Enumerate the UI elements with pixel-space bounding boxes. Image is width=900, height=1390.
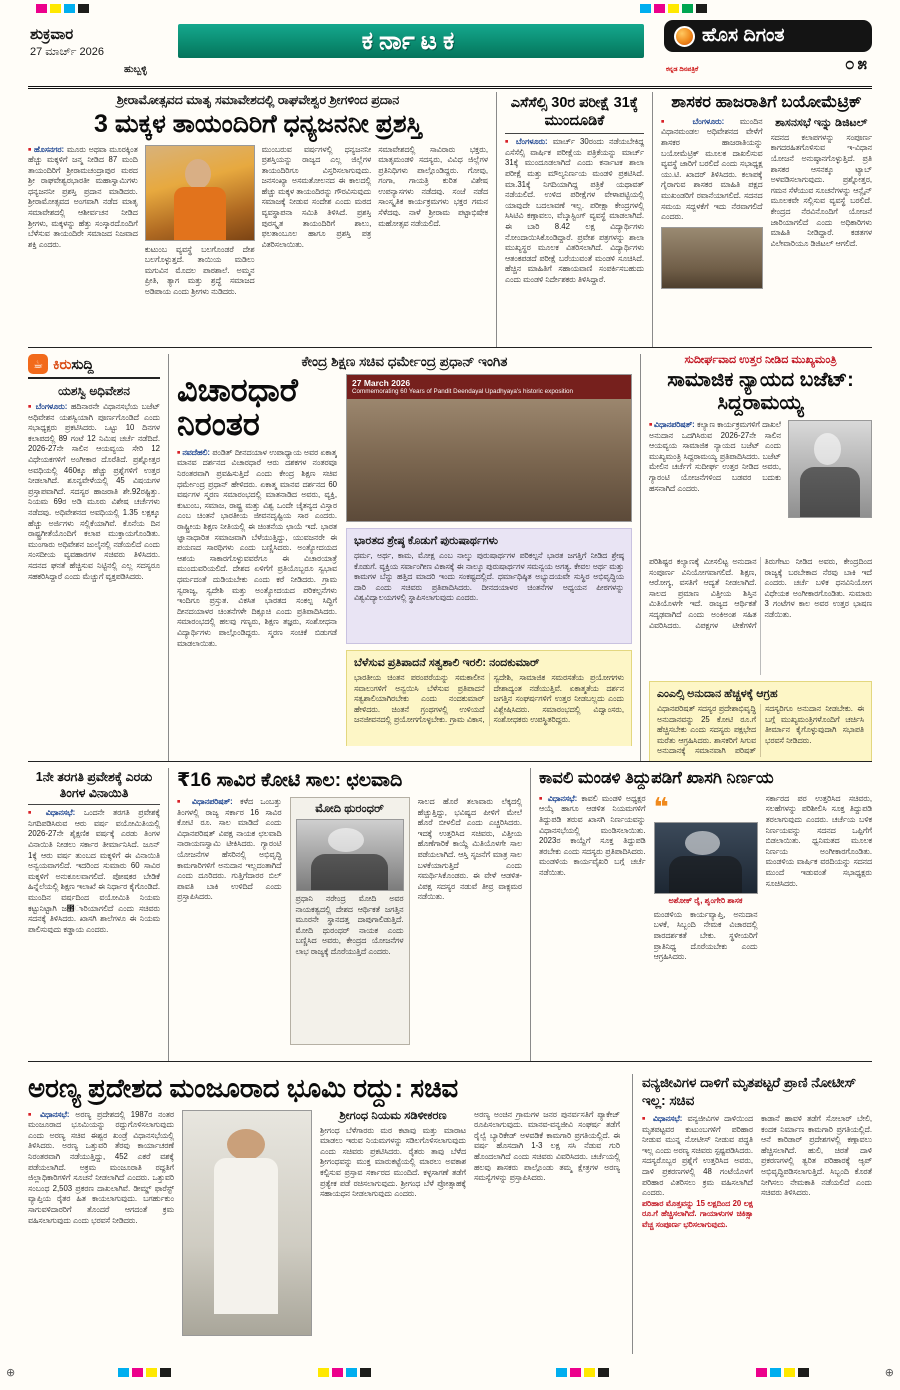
inset-box-body: ಪ್ರಧಾನಿ ನರೇಂದ್ರ ಮೋದಿ ಅವರ ನಾಯಕತ್ವದಲ್ಲಿ ದೇಶದ ಆರ್ಥಿಕತೆ ಜಗತ್ತಿನ ಮೂರನೇ ಸ್ಥಾನದತ್ತ ದಾಪುಗಾಲಿಡುತ್ತಿದೆ. ಮೋದಿ ಥುರಂಧರ್ ನಾಯಕ ಎಂದು ಬಣ್ಣಿಸಿದ ಅವರು, ಕೇಂದ್ರದ ಯೋಜನೆಗಳ ಲಾಭ ರಾಜ್ಯಕ್ಕೆ ದೊರೆಯುತ್ತಿದೆ ಎಂದರು. xyxy=(295,894,404,956)
media-column xyxy=(346,374,632,746)
print-registration-marks-bottom-4 xyxy=(756,1368,809,1377)
highlight-box-body: ವಿಧಾನಪರಿಷತ್ ಸದಸ್ಯರ ಪ್ರದೇಶಾಭಿವೃದ್ಧಿ ಅನುದಾನವನ್ನು 25 ಕೋಟಿ ರೂ.ಗೆ ಹೆಚ್ಚಿಸಬೇಕು ಎಂದು ಸದಸ್ಯರು ಪಕ್ಷಭೇದ ಮರೆತು ಆಗ್ರಹಿಸಿದರು. ಶಾಸಕರಿಗೆ ಸಿಗುವ ಅನುದಾನಕ್ಕೆ ಸಮಾನವಾಗಿ ಪರಿಷತ್ ಸದಸ್ಯರಿಗೂ ಅನುದಾನ ನೀಡಬೇಕು. ಈ ಬಗ್ಗೆ ಮುಖ್ಯಮಂತ್ರಿಗಳೊಂದಿಗೆ ಚರ್ಚಿಸಿ ತೀರ್ಮಾನ ಕೈಗೊಳ್ಳುವುದಾಗಿ ಸಭಾಪತಿ ಭರವಸೆ ನೀಡಿದರು. xyxy=(657,704,864,756)
body-text: ಸದನದ ಕಲಾಪಗಳನ್ನು ಸಂಪೂರ್ಣ ಕಾಗದರಹಿತಗೊಳಿಸುವ ಇ-ವಿಧಾನ ಯೋಜನೆ ಅನುಷ್ಠಾನಗೊಳ್ಳುತ್ತಿದೆ. ಪ್ರತಿ ಶಾಸಕರ ಆಸನಕ್ಕೂ ಟ್ಯಾಬ್ ಅಳವಡಿಸಲಾಗುವುದು. ಪ್ರಶ್ನೋತ್ತರ, ಗಮನ ಸೆಳೆಯುವ ಸೂಚನೆಗಳನ್ನು ಆನ್ಲೈನ್ ಮೂಲಕವೇ ಸಲ್ಲಿಸುವ ವ್ಯವಸ್ಥೆ ಬರಲಿದೆ. ಕೇಂದ್ರದ ನೆರವಿನೊಂದಿಗೆ ಯೋಜನೆ ಜಾರಿಯಾಗಲಿದೆ ಎಂದು ಅಧಿಕಾರಿಗಳು ಮಾಹಿತಿ ನೀಡಿದ್ದಾರೆ. ಕಡತಗಳ ವಿಲೇವಾರಿಯೂ ಡಿಜಿಟಲ್ ಆಗಲಿದೆ. xyxy=(770,132,872,248)
edition-city-label: ಹುಬ್ಬಳ್ಳಿ xyxy=(124,64,147,75)
print-registration-marks-bottom-3 xyxy=(556,1368,609,1377)
highlight-box-title: ಬೆಳೆಸುವ ಪ್ರತಿಪಾದನೆ ಸತ್ವಶಾಲಿ ಇರಲಿ: ನಂದಕುಮಾರ್ xyxy=(354,657,540,669)
inset-box-title: ಮೋದಿ ಥುರಂಧರ್ xyxy=(315,803,384,815)
print-registration-marks-bottom-1 xyxy=(118,1368,171,1377)
dateline: ■ ವಿಧಾನಸಭೆ: xyxy=(642,1114,682,1123)
body-column xyxy=(262,145,372,327)
article-body-columns xyxy=(539,794,872,1042)
print-registration-marks-top-left xyxy=(36,4,89,13)
photo-deendayal-event xyxy=(346,374,632,522)
top-stories-row xyxy=(28,92,872,348)
article-headline: 1ನೇ ತರಗತಿ ಪ್ರವೇಶಕ್ಕೆ ಎರಡು ತಿಂಗಳ ವಿನಾಯಿತಿ xyxy=(35,770,153,800)
article-16k-crore-loan xyxy=(168,768,530,1061)
inset-box-modi xyxy=(290,797,410,1045)
photo-chalavadi xyxy=(296,819,404,891)
body-column xyxy=(378,145,488,327)
article-headline: ₹16 ಸಾವಿರ ಕೋಟಿ ಸಾಲ: ಛಲವಾದಿ xyxy=(177,770,403,791)
article-vicharadhare xyxy=(168,354,640,761)
body-text: ಅರಣ್ಯ ಪ್ರದೇಶದಲ್ಲಿ 1987ರ ನಂತರ ಮಂಜೂರಾದ ಭೂಮಿಯನ್ನು ರದ್ದುಗೊಳಿಸಲಾಗುವುದು ಎಂದು ಅರಣ್ಯ ಸಚಿವ ಈಶ್ವರ ಖಂಡ್ರೆ ವಿಧಾನಸಭೆಯಲ್ಲಿ ತಿಳಿಸಿದರು. ಅರಣ್ಯ ಒತ್ತುವರಿ ತೆರವು ಕಾರ್ಯಾಚರಣೆ ನಿರಂತರವಾಗಿ ನಡೆಯುತ್ತಿದ್ದು, 452 ಎಕರೆ ವಶಕ್ಕೆ ಪಡೆಯಲಾಗಿದೆ. ಅಕ್ರಮ ಮಂಜೂರಾತಿ ರದ್ದತಿಗೆ ಜಿಲ್ಲಾಧಿಕಾರಿಗಳಿಗೆ ಸೂಚನೆ ನೀಡಲಾಗಿದೆ ಎಂದರು. ಒತ್ತುವರಿ ಸಂಬಂಧ 2,503 ಪ್ರಕರಣ ದಾಖಲಾಗಿವೆ. ಡೀಮ್ಡ್ ಫಾರೆಸ್ಟ್ ವ್ಯಾಪ್ತಿಯ ರೈತರ ಹಿತ ಕಾಯಲಾಗುವುದು. ಬಗರ್ಹುಕುಂ ಸಾಗುವಳಿದಾರರಿಗೆ ತೊಂದರೆ ಆಗದಂತೆ ಕ್ರಮ ವಹಿಸಲಾಗುವುದು ಎಂದು ಭರವಸೆ ನೀಡಿದರು. xyxy=(28,1109,174,1225)
photo-mla-portrait xyxy=(654,822,758,894)
divider xyxy=(505,133,644,134)
body-text: ಮುಂದಿನ ವಿಧಾನಮಂಡಲ ಅಧಿವೇಶನದ ವೇಳೆಗೆ ಶಾಸಕರ ಹಾಜರಾತಿಯನ್ನು ಬಯೋಮೆಟ್ರಿಕ್ ಮೂಲಕ ದಾಖಲಿಸುವ ವ್ಯವಸ್ಥೆ ಜಾರಿಗೆ ಬರಲಿದೆ ಎಂದು ಸಭಾಧ್ಯಕ್ಷ ಯು.ಟಿ. ಖಾದರ್ ತಿಳಿಸಿದರು. ಕಲಾಪಕ್ಕೆ ಗೈರಾಗುವ ಶಾಸಕರ ಮಾಹಿತಿ ಪಕ್ಷದ ಮುಖಂಡರಿಗೆ ರವಾನೆಯಾಗಲಿದೆ. ಸದನದ ಸಮಯ ಸದ್ಬಳಕೆಗೆ ಇದು ನೆರವಾಗಲಿದೆ ಎಂದರು. xyxy=(661,116,763,222)
highlight-box-title: ಎಂಎಲ್ಸಿ ಅನುದಾನ ಹೆಚ್ಚಳಕ್ಕೆ ಆಗ್ರಹ xyxy=(657,688,778,700)
dateline: ■ ಬೆಂಗಳೂರು: xyxy=(28,402,67,411)
dateline: ■ ನವದೆಹಲಿ: xyxy=(177,448,210,457)
body-column xyxy=(642,1114,753,1352)
photo-forest-minister xyxy=(182,1110,312,1336)
article-forest-land-cancellation xyxy=(28,1074,620,1348)
body-column xyxy=(761,1114,872,1352)
article-body-columns xyxy=(177,374,632,746)
article-biometric-attendance xyxy=(652,92,872,347)
body-text: ಮುಂಬರುವ ವರ್ಷಗಳಲ್ಲಿ ಧನ್ಯಜನನೀ ಪ್ರಶಸ್ತಿಯನ್ನು ರಾಜ್ಯದ ಎಲ್ಲ ಜಿಲ್ಲೆಗಳ ತಾಯಂದಿರಿಗೂ ವಿಸ್ತರಿಸಲಾಗುವುದು. ಜನಸಂಖ್ಯಾ ಅಸಮತೋಲನದ ಈ ಕಾಲದಲ್ಲಿ ಹೆಚ್ಚು ಮಕ್ಕಳ ತಾಯಂದಿರನ್ನು ಗೌರವಿಸುವುದು ಸಮಾಜಕ್ಕೆ ನೀಡುವ ಸಂದೇಶ ಎಂದು ಮಠದ ವ್ಯವಸ್ಥಾಪನಾ ಸಮಿತಿ ತಿಳಿಸಿದೆ. ಪ್ರಶಸ್ತಿ ಪುರಸ್ಕೃತ ತಾಯಂದಿರಿಗೆ ಶಾಲು, ಫಲತಾಂಬೂಲ ಹಾಗೂ ಪ್ರಶಸ್ತಿ ಪತ್ರ ವಿತರಿಸಲಾಯಿತು. xyxy=(261,144,372,249)
date-label: 27 ಮಾರ್ಚ್ 2026 xyxy=(30,46,104,58)
article-class1-admission xyxy=(28,768,168,1061)
body-text: ಸಮಾವೇಶದಲ್ಲಿ ಸಾವಿರಾರು ಭಕ್ತರು, ಮಾತೃಮಂಡಳಿ ಸದಸ್ಯರು, ವಿವಿಧ ಜಿಲ್ಲೆಗಳ ಪ್ರತಿನಿಧಿಗಳು ಪಾಲ್ಗೊಂಡಿದ್ದರು. ಗೋವು, ಗಂಗಾ, ಗಾಯತ್ರಿ ಕುರಿತ ವಿಶೇಷ ಉಪನ್ಯಾಸಗಳು ನಡೆದವು. ಸಂಜೆ ನಡೆದ ಸಾಂಸ್ಕೃತಿಕ ಕಾರ್ಯಕ್ರಮಗಳು ಭಕ್ತರ ಗಮನ ಸೆಳೆದವು. ನಾಳೆ ಶ್ರೀರಾಮ ಪಟ್ಟಾಭಿಷೇಕ ಮಹೋತ್ಸವ ನಡೆಯಲಿದೆ. xyxy=(378,144,488,228)
paper-name: ಹೊಸ ದಿಗಂತ xyxy=(702,25,785,46)
brief-news-header xyxy=(28,354,160,379)
body-text: ಪರಿಶಿಷ್ಟರ ಕಲ್ಯಾಣಕ್ಕೆ ಮೀಸಲಿಟ್ಟ ಅನುದಾನ ಸಂಪೂರ್ಣ ವಿನಿಯೋಗವಾಗಲಿದೆ. ಶಿಕ್ಷಣ, ಆರೋಗ್ಯ, ವಸತಿಗೆ ಆದ್ಯತೆ ನೀಡಲಾಗಿದೆ. ಸಾಲದ ಪ್ರಮಾಣ ವಿತ್ತೀಯ ಶಿಸ್ತಿನ ಮಿತಿಯೊಳಗೇ ಇದೆ. ರಾಜ್ಯದ ಆರ್ಥಿಕತೆ ಸದೃಢವಾಗಿದೆ ಎಂದು ಅಂಕಿಅಂಶ ಸಹಿತ ವಿವರಿಸಿದರು. ವಿಪಕ್ಷಗಳ ಟೀಕೆಗಳಿಗೆ ತಿರುಗೇಟು ನೀಡಿದ ಅವರು, ಕೇಂದ್ರದಿಂದ ರಾಜ್ಯಕ್ಕೆ ಬರಬೇಕಾದ ನೆರವು ಬಾಕಿ ಇದೆ ಎಂದರು. ಚರ್ಚೆ ಬಳಿಕ ಧನವಿನಿಯೋಗ ವಿಧೇಯಕ ಅಂಗೀಕಾರಗೊಂಡಿತು. ಸುಮಾರು 3 ಗಂಟೆಗಳ ಕಾಲ ಅವರ ಉತ್ತರ ಭಾಷಣ ನಡೆಯಿತು. xyxy=(649,557,872,630)
body-column xyxy=(474,1110,620,1348)
body-text: ಅರಣ್ಯ ಅಂಚಿನ ಗ್ರಾಮಗಳ ಜನರ ಪುನರ್ವಸತಿಗೆ ಪ್ಯಾಕೇಜ್ ರೂಪಿಸಲಾಗುವುದು. ಮಾನವ-ವನ್ಯಜೀವಿ ಸಂಘರ್ಷ ತಡೆಗೆ ರೈಲ್ವೆ ಬ್ಯಾರಿಕೇಡ್ ಅಳವಡಿಕೆ ಕಾಮಗಾರಿ ಪ್ರಗತಿಯಲ್ಲಿದೆ. ಈ ವರ್ಷ ಹೊಸದಾಗಿ 1-3 ಲಕ್ಷ ಸಸಿ ನೆಡುವ ಗುರಿ ಹೊಂದಲಾಗಿದೆ ಎಂದು ಸಚಿವರು ವಿವರಿಸಿದರು. ಚರ್ಚೆಯಲ್ಲಿ ಹಲವು ಶಾಸಕರು ಪಾಲ್ಗೊಂಡು ತಮ್ಮ ಕ್ಷೇತ್ರಗಳ ಅರಣ್ಯ ಸಮಸ್ಯೆಗಳನ್ನು ಪ್ರಸ್ತಾಪಿಸಿದರು. xyxy=(474,1109,620,1183)
photo-siddaramaiah xyxy=(788,420,872,518)
body-column xyxy=(177,374,337,746)
article-body-columns xyxy=(661,117,872,327)
highlight-box-body: ಧರ್ಮ, ಅರ್ಥ, ಕಾಮ, ಮೋಕ್ಷ ಎಂಬ ನಾಲ್ಕು ಪುರುಷಾರ್ಥಗಳ ಪರಿಕಲ್ಪನೆ ಭಾರತ ಜಗತ್ತಿಗೆ ನೀಡಿದ ಶ್ರೇಷ್ಠ ಕೊಡುಗೆ. ವ್ಯಕ್ತಿಯ ಸರ್ವಾಂಗೀಣ ವಿಕಾಸಕ್ಕೆ ಈ ನಾಲ್ಕೂ ಪುರುಷಾರ್ಥಗಳ ಸಮನ್ವಯ ಅಗತ್ಯ. ಕೇವಲ ಅರ್ಥ ಮತ್ತು ಕಾಮಗಳ ಬೆನ್ನು ಹತ್ತಿದ ಮಾದರಿ ಇಂದು ಸಂಕಷ್ಟದಲ್ಲಿದೆ. ಧರ್ಮಾಧಿಷ್ಠಿತ ಅಭ್ಯುದಯವೇ ಸುಸ್ಥಿರ ಅಭಿವೃದ್ಧಿಯ ದಾರಿ ಎಂದು ಸಚಿವರು ಪ್ರತಿಪಾದಿಸಿದರು. ದೀನದಯಾಳರ ಚಿಂತನೆಗಳ ಅಧ್ಯಯನ ಪೀಠಗಳನ್ನು ವಿಶ್ವವಿದ್ಯಾಲಯಗಳಲ್ಲಿ ಸ್ಥಾಪಿಸಲಾಗುವುದು ಎಂದರು. xyxy=(354,551,624,603)
body-text: ಒಂದನೇ ತರಗತಿ ಪ್ರವೇಶಕ್ಕೆ ನಿಗದಿಪಡಿಸಿರುವ ಆರು ವರ್ಷ ವಯೋಮಿತಿಯಲ್ಲಿ 2026-27ನೇ ಶೈಕ್ಷಣಿಕ ವರ್ಷಕ್ಕೆ ಎರಡು ತಿಂಗಳ ವಿನಾಯಿತಿ ನೀಡಲು ಸರ್ಕಾರ ತೀರ್ಮಾನಿಸಿದೆ. ಜೂನ್ 1ಕ್ಕೆ ಆರು ವರ್ಷ ತುಂಬದ ಮಕ್ಕಳಿಗೆ ಈ ವಿನಾಯಿತಿ ಅನ್ವಯವಾಗಲಿದೆ. ಇದರಿಂದ ಸುಮಾರು 60 ಸಾವಿರ ಮಕ್ಕಳಿಗೆ ಅನುಕೂಲವಾಗಲಿದೆ. ಪೋಷಕರ ಬೇಡಿಕೆ ಹಿನ್ನೆಲೆಯಲ್ಲಿ ಶಿಕ್ಷಣ ಇಲಾಖೆ ಈ ನಿರ್ಧಾರ ಕೈಗೊಂಡಿದೆ. ಮುಂದಿನ ವರ್ಷದಿಂದ ವಯೋಮಿತಿ ನಿಯಮ ಕಟ್ಟುನಿಟ್ಟಾಗಿ ಜ಻ಾರಿಯಾಗಲಿದೆ ಎಂದು ಸಚಿವರು ಸದನಕ್ಕೆ ತಿಳಿಸಿದರು. ಖಾಸಗಿ ಶಾಲೆಗಳೂ ಈ ನಿಯಮ ಪಾಲಿಸುವುದು ಕಡ್ಡಾಯ ಎಂದರು. xyxy=(28,808,160,934)
article-headline: ಸಾಮಾಜಿಕ ನ್ಯಾಯದ ಬಜೆಟ್: ಸಿದ್ದರಾಮಯ್ಯ xyxy=(667,369,854,414)
article-body-columns xyxy=(28,1110,620,1348)
body-column xyxy=(539,794,646,1042)
photo-banner-date: 27 March 2026 xyxy=(352,378,411,388)
body-column xyxy=(28,145,138,327)
masthead-rule xyxy=(28,86,872,89)
quote-mark-icon: ❝ xyxy=(653,793,669,822)
body-text: ಮಂಡಳಿಯ ಕಾರ್ಯವ್ಯಾಪ್ತಿ, ಅನುದಾನ ಬಳಕೆ, ಸಿಬ್ಬಂದಿ ನೇಮಕ ವಿಚಾರದಲ್ಲಿ ಪಾರದರ್ಶಕತೆ ಬೇಕು. ಸ್ಥಳೀಯರಿಗೆ ಪ್ರಾತಿನಿಧ್ಯ ದೊರೆಯಬೇಕು ಎಂದು ಆಗ್ರಹಿಸಿದರು. xyxy=(653,909,758,962)
paper-logo-icon xyxy=(674,26,695,47)
page-number: ೦೫ xyxy=(844,54,870,73)
photo-assembly-session xyxy=(661,227,763,289)
article-body-columns xyxy=(177,797,522,1045)
media-column xyxy=(654,794,758,1042)
section-banner xyxy=(178,24,644,58)
dateline: ■ ವಿಧಾನಸಭೆ: xyxy=(28,808,75,817)
body-text: ಶ್ರೀಗಂಧ ಬೆಳೆಗಾರರು ಮರ ಕಟಾವು ಮತ್ತು ಮಾರಾಟ ಮಾಡಲು ಇರುವ ನಿಯಮಗಳನ್ನು ಸಡಿಲಗೊಳಿಸಲಾಗುವುದು ಎಂದು ಸಚಿವರು ಪ್ರಕಟಿಸಿದರು. ರೈತರು ತಾವು ಬೆಳೆದ ಶ್ರೀಗಂಧವನ್ನು ಮುಕ್ತ ಮಾರುಕಟ್ಟೆಯಲ್ಲಿ ಮಾರಲು ಅವಕಾಶ ಕಲ್ಪಿಸುವ ಪ್ರಸ್ತಾವ ಸರ್ಕಾರದ ಮುಂದಿದೆ. ಕಳ್ಳಸಾಗಣೆ ತಡೆಗೆ ಪ್ರತ್ಯೇಕ ಪಡೆ ರಚಿಸಲಾಗುವುದು. ಶ್ರೀಗಂಧ ಬೆಳೆ ಪ್ರೋತ್ಸಾಹಕ್ಕೆ ಸಹಾಯಧನ ನೀಡಲಾಗುವುದು ಎಂದರು. xyxy=(320,1125,466,1199)
brief-item-title: ಯಶಸ್ವಿ ಅಧಿವೇಶನ xyxy=(58,384,130,398)
divider xyxy=(28,804,160,805)
dateline: ■ ವಿಧಾನಸಭೆ: xyxy=(28,1110,70,1119)
highlight-box-body: ಭಾರತೀಯ ಚಿಂತನ ಪರಂಪರೆಯನ್ನು ಸಮಕಾಲೀನ ಸವಾಲುಗಳಿಗೆ ಅನ್ವಯಿಸಿ ಬೆಳೆಸುವ ಪ್ರತಿಪಾದನೆ ಸತ್ವಶಾಲಿಯಾಗಿರಬೇಕು ಎಂದು ನಂದಕುಮಾರ್ ಹೇಳಿದರು. ಚಿಂತನೆ ಗ್ರಂಥಗಳಲ್ಲಿ ಉಳಿಯದೆ ಜನಜೀವನದಲ್ಲಿ ಪ್ರಯೋಗಗೊಳ್ಳಬೇಕು. ಗ್ರಾಮ ವಿಕಾಸ, ಸ್ವದೇಶಿ, ಸಾಮಾಜಿಕ ಸಮರಸತೆಯ ಪ್ರಯೋಗಗಳು ದೇಶಾದ್ಯಂತ ನಡೆಯುತ್ತಿವೆ. ಏಕಾತ್ಮತೆಯ ದರ್ಶನ ಜಗತ್ತಿನ ಸಂಘರ್ಷಗಳಿಗೆ ಉತ್ತರ ನೀಡಬಲ್ಲದು ಎಂದು ವಿಶ್ಲೇಷಿಸಿದರು. ಸಮಾರಂಭದಲ್ಲಿ ವಿದ್ವಾಂಸರು, ಸಂಶೋಧಕರು ಉಪಸ್ಥಿತರಿದ್ದರು. xyxy=(354,673,624,725)
registration-target-right: ⊕ xyxy=(884,1367,894,1379)
dateline: ■ ವಿಧಾನಪರಿಷತ್: xyxy=(649,420,695,429)
highlight-box-title: ಭಾರತದ ಶ್ರೇಷ್ಠ ಕೊಡುಗೆ ಪುರುಷಾರ್ಥಗಳು xyxy=(354,535,499,547)
article-headline: ಅರಣ್ಯ ಪ್ರದೇಶದ ಮಂಜೂರಾದ ಭೂಮಿ ರದ್ದು: ಸಚಿವ xyxy=(28,1073,459,1103)
registration-target-left: ⊕ xyxy=(6,1367,16,1379)
article-kicker: ಶ್ರೀರಾಮೋತ್ಸವದ ಮಾತೃ ಸಮಾವೇಶದಲ್ಲಿ ರಾಘವೇಶ್ವರ ಶ್ರೀಗಳಿಂದ ಪ್ರದಾನ xyxy=(116,93,400,107)
article-social-justice-budget xyxy=(640,354,872,761)
highlight-box-purusharthas xyxy=(346,528,632,644)
article-kavali-board-amendment xyxy=(530,768,872,1061)
body-text: ಸರ್ಕಾರದ ಪರ ಉತ್ತರಿಸಿದ ಸಚಿವರು, ಸಲಹೆಗಳನ್ನು ಪರಿಶೀಲಿಸಿ ಸೂಕ್ತ ತಿದ್ದುಪಡಿ ತರಲಾಗುವುದು ಎಂದರು. ಚರ್ಚೆಯ ಬಳಿಕ ನಿರ್ಣಯವನ್ನು ಸದನದ ಒಪ್ಪಿಗೆಗೆ ಬಿಡಲಾಯಿತು. ಧ್ವನಿಮತದ ಮೂಲಕ ನಿರ್ಣಯ ಅಂಗೀಕಾರಗೊಂಡಿತು. ಮಂಡಳಿಯ ವಾರ್ಷಿಕ ವರದಿಯನ್ನು ಸದನದ ಮುಂದೆ ಇಡುವಂತೆ ಸಭಾಧ್ಯಕ್ಷರು ಸೂಚಿಸಿದರು. xyxy=(765,793,872,888)
brief-news-column xyxy=(28,354,168,761)
photo-banner xyxy=(347,375,631,399)
body-text: ಹದಿನಾರನೇ ವಿಧಾನಸಭೆಯ ಬಜೆಟ್ ಅಧಿವೇಶನ ಯಶಸ್ವಿಯಾಗಿ ಪೂರ್ಣಗೊಂಡಿದೆ ಎಂದು ಸಭಾಧ್ಯಕ್ಷರು ಪ್ರಕಟಿಸಿದರು. ಒಟ್ಟು 10 ದಿನಗಳ ಕಲಾಪದಲ್ಲಿ 89 ಗಂಟೆ 12 ನಿಮಿಷ ಚರ್ಚೆ ನಡೆದಿದೆ. 2026-27ನೇ ಸಾಲಿನ ಆಯವ್ಯಯ ಸೇರಿ 12 ವಿಧೇಯಕಗಳಿಗೆ ಅಂಗೀಕಾರ ದೊರೆತಿದೆ. ಪ್ರಶ್ನೋತ್ತರ ಅವಧಿಯಲ್ಲಿ 460ಕ್ಕೂ ಹೆಚ್ಚು ಪ್ರಶ್ನೆಗಳಿಗೆ ಉತ್ತರ ನೀಡಲಾಗಿದೆ. ಶೂನ್ಯವೇಳೆಯಲ್ಲಿ 45 ವಿಷಯಗಳ ಪ್ರಸ್ತಾಪವಾಗಿದೆ. ಸದಸ್ಯರ ಹಾಜರಾತಿ ಶೇ.92ರಷ್ಟಿತ್ತು. ನಿಯಮ 69ರ ಅಡಿ ಮೂರು ವಿಶೇಷ ಚರ್ಚೆಗಳು ನಡೆದವು. ಅಧಿವೇಶನದ ಅವಧಿಯಲ್ಲಿ 1.35 ಲಕ್ಷಕ್ಕೂ ಹೆಚ್ಚು ಅರ್ಜಿಗಳು ಸಲ್ಲಿಕೆಯಾಗಿವೆ. ಕೊನೆಯ ದಿನ ರಾಷ್ಟ್ರಗೀತೆಯೊಂದಿಗೆ ಕಲಾಪ ಮುಕ್ತಾಯಗೊಂಡಿತು. ಮುಂಗಾರು ಅಧಿವೇಶನ ಜುಲೈನಲ್ಲಿ ನಡೆಯಲಿದೆ ಎಂದು ಸಂಸದೀಯ ವ್ಯವಹಾರಗಳ ಸಚಿವರು ತಿಳಿಸಿದರು. ಸದನದ ಘನತೆ ಹೆಚ್ಚಿಸುವ ನಿಟ್ಟಿನಲ್ಲಿ ಎಲ್ಲ ಸದಸ್ಯರೂ ಸಹಕರಿಸಿದ್ದಾರೆ ಎಂದು ಮೆಚ್ಚುಗೆ ವ್ಯಕ್ತಪಡಿಸಿದರು. xyxy=(28,402,160,581)
body-column xyxy=(771,117,873,327)
dateline: ■ ಬೆಂಗಳೂರು: xyxy=(661,117,724,126)
body-text: ಮಾರ್ಚ್ 30ರಂದು ನಡೆಯಬೇಕಿದ್ದ ಎಸೆಸೆಲ್ಸಿ ವಾರ್ಷಿಕ ಪರೀಕ್ಷೆಯ ಪತ್ರಿಕೆಯನ್ನು ಮಾರ್ಚ್ 31ಕ್ಕೆ ಮುಂದೂಡಲಾಗಿದೆ ಎಂದು ಕರ್ನಾಟಕ ಶಾಲಾ ಪರೀಕ್ಷೆ ಮತ್ತು ಮೌಲ್ಯನಿರ್ಣಯ ಮಂಡಳಿ ಪ್ರಕಟಿಸಿದೆ. ಮಾ.31ಕ್ಕೆ ನಿಗದಿಯಾಗಿದ್ದ ಪತ್ರಿಕೆ ಯಥಾವತ್ ನಡೆಯಲಿದೆ. ಉಳಿದ ಪರೀಕ್ಷೆಗಳ ವೇಳಾಪಟ್ಟಿಯಲ್ಲಿ ಯಾವುದೇ ಬದಲಾವಣೆ ಇಲ್ಲ. ಪರೀಕ್ಷಾ ಕೇಂದ್ರಗಳಲ್ಲಿ ಸಿಸಿಟಿವಿ ಕಣ್ಗಾವಲು, ವೆಬ್ಕಾಸ್ಟಿಂಗ್ ವ್ಯವಸ್ಥೆ ಮಾಡಲಾಗಿದೆ. ಈ ಬಾರಿ 8.42 ಲಕ್ಷ ವಿದ್ಯಾರ್ಥಿಗಳು ನೋಂದಾಯಿಸಿಕೊಂಡಿದ್ದಾರೆ. ಪ್ರವೇಶ ಪತ್ರಗಳನ್ನು ಶಾಲಾ ಮುಖ್ಯಸ್ಥರ ಮೂಲಕ ವಿತರಿಸಲಾಗಿದೆ. ವಿದ್ಯಾರ್ಥಿಗಳು ಆತಂಕಪಡದೆ ಪರೀಕ್ಷೆ ಬರೆಯುವಂತೆ ಮಂಡಳಿ ಸೂಚಿಸಿದೆ. ಹೆಚ್ಚಿನ ಮಾಹಿತಿಗೆ ಸಹಾಯವಾಣಿ ಸಂಪರ್ಕಿಸಬಹುದು ಎಂದು ಮಂಡಳಿ ನಿರ್ದೇಶಕರು ತಿಳಿಸಿದ್ದಾರೆ. xyxy=(505,137,644,284)
article-body-columns xyxy=(649,420,872,552)
body-column xyxy=(649,420,781,552)
body-column xyxy=(320,1110,466,1348)
section-title: ಕರ್ನಾಟಕ xyxy=(361,26,461,55)
body-column xyxy=(418,797,523,1045)
brief-news-title xyxy=(53,356,94,373)
article-sslc-exam-postponed xyxy=(496,92,652,347)
body-column xyxy=(177,797,282,1045)
sub-article-headline: ಶಾಸನಸಭೆ ಇನ್ನು ಡಿಜಿಟಲ್ xyxy=(775,116,868,129)
dateline: ■ ವಿಧಾನಸಭೆ: xyxy=(539,794,577,803)
body-text: ವನ್ಯಜೀವಿಗಳ ದಾಳಿಯಿಂದ ಮೃತಪಟ್ಟವರ ಕುಟುಂಬಗಳಿಗೆ ಪರಿಹಾರ ನೀಡುವ ಮುನ್ನ ನೋಟೀಸ್ ನೀಡುವ ಪದ್ಧತಿ ಇಲ್ಲ ಎಂದು ಅರಣ್ಯ ಸಚಿವರು ಸ್ಪಷ್ಟಪಡಿಸಿದರು. ಸದಸ್ಯರೊಬ್ಬರ ಪ್ರಶ್ನೆಗೆ ಉತ್ತರಿಸಿದ ಅವರು, ದಾಳಿ ಪ್ರಕರಣಗಳಲ್ಲಿ 48 ಗಂಟೆಯೊಳಗೆ ಪರಿಹಾರ ವಿತರಿಸಲು ಕ್ರಮ ವಹಿಸಲಾಗಿದೆ ಎಂದರು. xyxy=(642,1114,753,1198)
paper-logo-subrow xyxy=(664,54,872,74)
dateline: ■ ವಿಧಾನಪರಿಷತ್: xyxy=(177,797,233,806)
article-headline: ಶಾಸಕರ ಹಾಜರಾತಿಗೆ ಬಯೋಮೆಟ್ರಿಕ್ xyxy=(671,93,862,111)
masthead xyxy=(28,20,872,82)
article-headline: ವಿಚಾರಧಾರೆ ನಿರಂತರ xyxy=(177,374,298,442)
brief-title-part1: ಕಿರು xyxy=(53,355,72,372)
highlighted-quote: ಪರಿಹಾರ ಮೊತ್ತವನ್ನು 15 ಲಕ್ಷದಿಂದ 20 ಲಕ್ಷ ರೂ.ಗೆ ಹೆಚ್ಚಿಸಲಾಗಿದೆ. ಗಾಯಾಳುಗಳ ಚಿಕಿತ್ಸಾ ವೆಚ್ಚ ಸಂಪೂರ್ಣ ಭರಿಸಲಾಗುವುದು. xyxy=(642,1198,753,1230)
print-registration-marks-top-right xyxy=(640,4,707,13)
article-body-columns xyxy=(28,145,488,327)
body-text: ಕಳೆದ ಒಂಬತ್ತು ತಿಂಗಳಲ್ಲಿ ರಾಜ್ಯ ಸರ್ಕಾರ 16 ಸಾವಿರ ಕೋಟಿ ರೂ. ಸಾಲ ಮಾಡಿದೆ ಎಂದು ವಿಧಾನಪರಿಷತ್ ವಿಪಕ್ಷ ನಾಯಕ ಛಲವಾದಿ ನಾರಾಯಣಸ್ವಾಮಿ ಟೀಕಿಸಿದರು. ಗ್ಯಾರಂಟಿ ಯೋಜನೆಗಳ ಹೆಸರಿನಲ್ಲಿ ಅಭಿವೃದ್ಧಿ ಕಾಮಗಾರಿಗಳಿಗೆ ಅನುದಾನ ಇಲ್ಲದಂತಾಗಿದೆ ಎಂದು ದೂರಿದರು. ಗುತ್ತಿಗೆದಾರರ ಬಿಲ್ ಪಾವತಿ ಬಾಕಿ ಉಳಿದಿದೆ ಎಂದು ಪ್ರಸ್ತಾಪಿಸಿದರು. xyxy=(177,797,282,902)
middle-stories-row xyxy=(28,354,872,762)
article-headline: ಕಾವಲಿ ಮಂಡಳಿ ತಿದ್ದುಪಡಿಗೆ ಖಾಸಗಿ ನಿರ್ಣಯ xyxy=(539,769,774,787)
body-text: ಪಂಡಿತ್ ದೀನದಯಾಳ ಉಪಾಧ್ಯಾಯ ಅವರ ಏಕಾತ್ಮ ಮಾನವ ದರ್ಶನದ ವಿಚಾರಧಾರೆ ಆರು ದಶಕಗಳ ನಂತರವೂ ನಿರಂತರವಾಗಿ ಪ್ರವಹಿಸುತ್ತಿದೆ ಎಂದು ಕೇಂದ್ರ ಶಿಕ್ಷಣ ಸಚಿವ ಧರ್ಮೇಂದ್ರ ಪ್ರಧಾನ್ ಹೇಳಿದರು. ಏಕಾತ್ಮ ಮಾನವ ದರ್ಶನದ 60 ವರ್ಷಗಳ ಸ್ಮರಣ ಸಮಾರಂಭದಲ್ಲಿ ಮಾತನಾಡಿದ ಅವರು, ವ್ಯಕ್ತಿ, ಕುಟುಂಬ, ಸಮಾಜ, ರಾಷ್ಟ್ರ ಮತ್ತು ವಿಶ್ವ ಒಂದೇ ಚೈತನ್ಯದ ವಿಸ್ತಾರ ಎಂಬ ಚಿಂತನೆ ಭಾರತೀಯ ಜೀವನದೃಷ್ಟಿಯ ಸಾರ ಎಂದರು. ರಾಷ್ಟ್ರೀಯ ಶಿಕ್ಷಣ ನೀತಿಯಲ್ಲಿ ಈ ಚಿಂತನೆಯ ಛಾಯೆ ಇದೆ. ಭಾರತ ಜ್ಞಾನಾಧಾರಿತ ಸಮಾಜವಾಗಿ ಬೆಳೆಯುತ್ತಿದ್ದು, ಯುವಜನರೇ ಈ ಪಯಣದ ಸಾರಥಿಗಳು ಎಂದು ಬಣ್ಣಿಸಿದರು. ಅಂತ್ಯೋದಯದ ಆಶಯ ಸಾಕಾರಗೊಳ್ಳುವವರೆಗೂ ಈ ವಿಚಾರಯಾತ್ರೆ ಮುಂದುವರಿಯಲಿದೆ. ದೇಶದ ಏಳಿಗೆಗೆ ಪ್ರತಿಯೊಬ್ಬರೂ ಸ್ವಭಾವ ಧರ್ಮದಂತೆ ದುಡಿಯಬೇಕು ಎಂದು ಕರೆ ನೀಡಿದರು. ಗ್ರಾಮ ಸ್ವರಾಜ್ಯ, ಸ್ವದೇಶಿ ಮತ್ತು ಅಂತ್ಯೋದಯದ ಪರಿಕಲ್ಪನೆಗಳು ಇಂದಿಗೂ ಪ್ರಸ್ತುತ. ವಿಕಸಿತ ಭಾರತದ ಸಂಕಲ್ಪ ಸಿದ್ಧಿಗೆ ದೀನದಯಾಳರ ಚಿಂತನೆಗಳೇ ದಿಕ್ಸೂಚಿ ಎಂದು ಪ್ರತಿಪಾದಿಸಿದರು. ಸಮಾರಂಭದಲ್ಲಿ ಹಲವು ಗಣ್ಯರು, ಶಿಕ್ಷಣ ತಜ್ಞರು, ಸಂಶೋಧನಾ ವಿದ್ಯಾರ್ಥಿಗಳು ಪಾಲ್ಗೊಂಡಿದ್ದರು. ಸ್ಮರಣ ಸಂಚಿಕೆ ಬಿಡುಗಡೆ ಮಾಡಲಾಯಿತು. xyxy=(177,447,337,648)
paper-logo xyxy=(664,20,872,52)
coffee-cup-icon: ☕ xyxy=(28,354,48,374)
body-text: ಮೂರು ಅಥವಾ ಮೂರಕ್ಕಿಂತ ಹೆಚ್ಚು ಮಕ್ಕಳಿಗೆ ಜನ್ಮ ನೀಡಿದ 87 ಮಂದಿ ತಾಯಂದಿರಿಗೆ ಶ್ರೀರಾಮಚಂದ್ರಾಪುರ ಮಠದ ಶ್ರೀ ರಾಘವೇಶ್ವರಭಾರತೀ ಮಹಾಸ್ವಾಮಿಗಳು ಧನ್ಯಜನನೀ ಪ್ರಶಸ್ತಿ ಪ್ರದಾನ ಮಾಡಿದರು. ಶ್ರೀರಾಮೋತ್ಸವದ ಅಂಗವಾಗಿ ನಡೆದ ಮಾತೃ ಸಮಾವೇಶದಲ್ಲಿ ಆಶೀರ್ವಚನ ನೀಡಿದ ಶ್ರೀಗಳು, ಮಕ್ಕಳನ್ನು ಹೆತ್ತು ಸಂಸ್ಕಾರದೊಂದಿಗೆ ಬೆಳೆಸುವ ತಾಯಂದಿರೇ ಸಮಾಜದ ನಿಜವಾದ ಶಕ್ತಿ ಎಂದರು. xyxy=(28,144,138,249)
body-text: ಸಾಲದ ಹೊರೆ ತಲಾವಾರು ಲೆಕ್ಕದಲ್ಲಿ ಹೆಚ್ಚುತ್ತಿದ್ದು, ಭವಿಷ್ಯದ ಪೀಳಿಗೆ ಮೇಲೆ ಹೊರೆ ಬೀಳಲಿದೆ ಎಂದು ಎಚ್ಚರಿಸಿದರು. ಇದಕ್ಕೆ ಉತ್ತರಿಸಿದ ಸಚಿವರು, ವಿತ್ತೀಯ ಹೊಣೆಗಾರಿಕೆ ಕಾಯ್ದೆ ಮಿತಿಯೊಳಗೇ ಸಾಲ ಪಡೆಯಲಾಗಿದೆ. ಆಸ್ತಿ ಸೃಜನೆಗೆ ಮಾತ್ರ ಸಾಲ ಬಳಕೆಯಾಗುತ್ತಿದೆ ಎಂದು ಸಮರ್ಥಿಸಿಕೊಂಡರು. ಈ ವೇಳೆ ಆಡಳಿತ-ವಿಪಕ್ಷ ಸದಸ್ಯರ ನಡುವೆ ತೀವ್ರ ವಾಕ್ಸಮರ ನಡೆಯಿತು. xyxy=(417,797,522,902)
article-body-columns xyxy=(642,1114,872,1352)
article-kicker: ಕೇಂದ್ರ ಶಿಕ್ಷಣ ಸಚಿವ ಧರ್ಮೇಂದ್ರ ಪ್ರಧಾನ್ ಇಂಗಿತ xyxy=(301,354,508,369)
body-column xyxy=(661,117,763,327)
article-headline: ಎಸೆಸೆಲ್ಸಿ 30ರ ಪರೀಕ್ಷೆ 31ಕ್ಕೆ ಮುಂದೂಡಿಕೆ xyxy=(510,95,639,130)
photo-banner-text: Commemorating 60 Years of Pandit Deendayal Upadhyaya's historic exposition xyxy=(352,388,574,395)
paper-tagline: ಕನ್ನಡ ದಿನಪತ್ರಿಕೆ xyxy=(666,66,699,73)
article-kicker: ಸುದೀರ್ಘವಾದ ಉತ್ತರ ನೀಡಿದ ಮುಖ್ಯಮಂತ್ರಿ xyxy=(684,354,837,366)
photo-award-ceremony xyxy=(145,145,255,241)
highlight-box-nandakumar xyxy=(346,650,632,746)
body-text: ಕಾವಲಿ ಮಂಡಳಿ ಅಧ್ಯಕ್ಷರ ಆಯ್ಕೆ ಹಾಗೂ ಆಡಳಿತ ನಿಯಮಗಳಿಗೆ ತಿದ್ದುಪಡಿ ತರುವ ಖಾಸಗಿ ನಿರ್ಣಯವನ್ನು ವಿಧಾನಸಭೆಯಲ್ಲಿ ಮಂಡಿಸಲಾಯಿತು. 2023ರ ಕಾಯ್ದೆಗೆ ಸೂಕ್ತ ತಿದ್ದುಪಡಿ ತರಬೇಕು ಎಂದು ಸದಸ್ಯರು ಪ್ರತಿಪಾದಿಸಿದರು. ಮಂಡಳಿಯ ಕಾರ್ಯವೈಖರಿ ಬಗ್ಗೆ ಚರ್ಚೆ ನಡೆಯಿತು. xyxy=(539,793,646,877)
dateline: ■ ಹೊಸನಗರ: xyxy=(28,145,64,154)
highlight-box-mlc-grant xyxy=(649,681,872,761)
brief-title-part2: ಸುದ್ದಿ xyxy=(71,355,94,372)
body-text: ಕಲ್ಯಾಣ ಕಾರ್ಯಕ್ರಮಗಳಿಗೆ ದಾಖಲೆ ಅನುದಾನ ಒದಗಿಸಿರುವ 2026-27ನೇ ಸಾಲಿನ ಆಯವ್ಯಯ ಸಾಮಾಜಿಕ ನ್ಯಾಯದ ಬಜೆಟ್ ಎಂದು ಮುಖ್ಯಮಂತ್ರಿ ಸಿದ್ದರಾಮಯ್ಯ ಪ್ರತಿಪಾದಿಸಿದರು. ಬಜೆಟ್ ಮೇಲಿನ ಚರ್ಚೆಗೆ ಸುದೀರ್ಘ ಉತ್ತರ ನೀಡಿದ ಅವರು, ಗ್ಯಾರಂಟಿ ಯೋಜನೆಗಳಿಂದ ಬಡವರ ಬದುಕು ಹಸನಾಗಿದೆ ಎಂದರು. xyxy=(649,420,781,493)
lower-stories-row xyxy=(28,768,872,1062)
print-registration-marks-bottom-2 xyxy=(318,1368,371,1377)
article-headline: ವನ್ಯಜೀವಿಗಳ ದಾಳಿಗೆ ಮೃತಪಟ್ಟರೆ ಪ್ರಾಣಿ ನೋಟೀಸ್ ಇಲ್ಲ: ಸಚಿವ xyxy=(642,1075,857,1108)
paper-logo-block xyxy=(664,20,872,74)
dateline: ■ ಬೆಂಗಳೂರು: xyxy=(505,137,548,146)
article-headline: 3 ಮಕ್ಕಳ ತಾಯಂದಿರಿಗೆ ಧನ್ಯಜನನೀ ಪ್ರಶಸ್ತಿ xyxy=(94,110,422,138)
quote-attribution: ಅಶೋಕ್ ರೈ, ಶೃಂಗೇರಿ ಶಾಸಕ xyxy=(668,895,743,905)
article-dhanya-janani-award xyxy=(28,92,496,347)
body-column xyxy=(145,145,255,327)
sub-article-headline: ಶ್ರೀಗಂಧ ನಿಯಮ ಸಡಿಳೀಕರಣ xyxy=(339,1109,447,1122)
weekday-label: ಶುಕ್ರವಾರ xyxy=(30,26,74,43)
body-text: ಕಾಡಾನೆ ಹಾವಳಿ ತಡೆಗೆ ಸೋಲಾರ್ ಬೇಲಿ, ಕಂದಕ ನಿರ್ಮಾಣ ಕಾಮಗಾರಿ ಪ್ರಗತಿಯಲ್ಲಿದೆ. ಆನೆ ಕಾರಿಡಾರ್ ಪ್ರದೇಶಗಳಲ್ಲಿ ಕಣ್ಗಾವಲು ಹೆಚ್ಚಿಸಲಾಗಿದೆ. ಹುಲಿ, ಚಿರತೆ ದಾಳಿ ಪ್ರಕರಣಗಳಲ್ಲಿ ತ್ವರಿತ ಪರಿಹಾರಕ್ಕೆ ಆ್ಯಪ್ ಅಭಿವೃದ್ಧಿಪಡಿಸಲಾಗುತ್ತಿದೆ. ಸಿಬ್ಬಂದಿ ಕೊರತೆ ನೀಗಿಸಲು ನೇಮಕಾತಿ ನಡೆಯಲಿದೆ ಎಂದು ಸಚಿವರು ತಿಳಿಸಿದರು. xyxy=(761,1114,872,1198)
body-column xyxy=(766,794,873,1042)
article-wildlife-attack-compensation xyxy=(632,1074,872,1354)
body-column xyxy=(28,1110,174,1348)
body-text: ಕುಟುಂಬ ವ್ಯವಸ್ಥೆ ಬಲಗೊಂಡರೆ ದೇಶ ಬಲಗೊಳ್ಳುತ್ತದೆ. ತಾಯಿಯ ಮಡಿಲು ಮಗುವಿನ ಮೊದಲ ಪಾಠಶಾಲೆ. ಅಮ್ಮನ ಪ್ರೀತಿ, ತ್ಯಾಗ ಮತ್ತು ಶ್ರದ್ಧೆ ಸಮಾಜದ ಅಡಿಪಾಯ ಎಂದು ಶ್ರೀಗಳು ನುಡಿದರು. xyxy=(144,244,255,296)
